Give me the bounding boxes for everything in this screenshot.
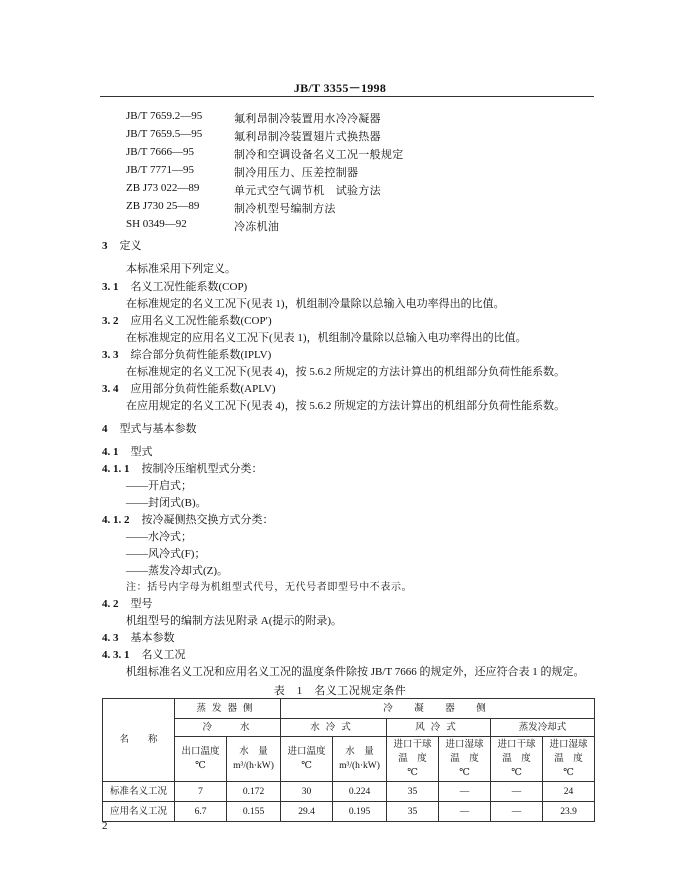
header-label: 进口干球 — [393, 740, 432, 750]
header-label: 水 量 — [345, 747, 374, 757]
header-unit: m³/(h·kW) — [233, 761, 274, 771]
column-header — [333, 737, 387, 782]
section-number: 3. 4 — [102, 383, 119, 395]
header-label: 水 量 — [239, 747, 268, 757]
water-cooled-header: 水冷式 — [281, 719, 387, 737]
air-cooled-header: 风冷式 — [387, 719, 491, 737]
section-title: 定义 — [119, 240, 142, 252]
section-number: 4 — [102, 423, 108, 435]
section-title: 名义工况性能系数(COP) — [130, 281, 248, 293]
header-label: 进口温度 — [287, 747, 326, 757]
list-item: ——水冷式； — [126, 531, 192, 543]
section-title: 型号 — [130, 598, 153, 610]
column-header — [387, 737, 439, 782]
paragraph: 本标准采用下列定义。 — [126, 263, 236, 275]
header-label: 进口湿球 — [445, 740, 484, 750]
section-heading-4-1-2 — [102, 513, 274, 527]
column-header — [175, 737, 227, 782]
standard-title: 制冷机型号编制方法 — [234, 203, 336, 215]
paragraph: 机组型号的编制方法见附录 A(提示的附录)。 — [126, 615, 343, 627]
paragraph: 在标准规定的名义工况下(见表 4)，按 5.6.2 所规定的方法计算出的机组部分负荷性能系数。 — [126, 366, 566, 378]
section-number: 3. 1 — [102, 281, 119, 293]
table-cell: 0.224 — [333, 782, 387, 802]
section-number: 3. 2 — [102, 315, 119, 327]
section-title: 综合部分负荷性能系数(IPLV) — [130, 349, 272, 361]
section-heading-4-3 — [102, 631, 175, 645]
header-unit: ℃ — [563, 768, 574, 778]
table-header-row — [103, 737, 595, 782]
section-heading-4-1-1 — [102, 462, 263, 476]
paragraph: 在应用规定的名义工况下(见表 4)，按 5.6.2 所规定的方法计算出的机组部分负荷性能系数。 — [126, 400, 566, 412]
table-cell: 6.7 — [175, 802, 227, 822]
header-label: 温 度 — [554, 754, 583, 764]
table-cell: 35 — [387, 782, 439, 802]
section-title: 按冷凝侧热交换方式分类： — [141, 514, 274, 526]
standard-code: JB/T 7771—95 — [126, 164, 194, 176]
standard-code: JB/T 7659.5—95 — [126, 128, 203, 140]
header-label: 出口温度 — [181, 747, 220, 757]
standard-title: 冷冻机油 — [234, 221, 280, 233]
header-label: 温 度 — [450, 754, 479, 764]
standard-code: JB/T 7666—95 — [126, 146, 194, 158]
header-unit: ℃ — [511, 768, 522, 778]
section-number: 4. 1. 1 — [102, 463, 130, 475]
chilled-water-header: 冷 水 — [175, 719, 281, 737]
note: 注：括号内字母为机组型式代号，无代号者即型号中不表示。 — [126, 582, 413, 593]
header-divider — [100, 96, 594, 97]
document-header: JB/T 3355－1998 — [293, 81, 387, 95]
row-name: 标准名义工况 — [103, 782, 175, 802]
table-cell: 24 — [543, 782, 595, 802]
section-number: 4. 3. 1 — [102, 649, 130, 661]
list-item: ——封闭式(B)。 — [126, 497, 207, 509]
column-header — [543, 737, 595, 782]
table-row — [103, 802, 595, 822]
table-cell: — — [491, 782, 543, 802]
table-cell: 0.172 — [227, 782, 281, 802]
section-title: 基本参数 — [130, 632, 175, 644]
table-cell: 0.155 — [227, 802, 281, 822]
section-title: 名义工况 — [141, 649, 186, 661]
table-cell: 30 — [281, 782, 333, 802]
section-title: 应用名义工况性能系数(COP′) — [130, 315, 272, 327]
section-number: 3. 3 — [102, 349, 119, 361]
section-heading-3-4 — [102, 382, 276, 396]
evap-cooled-header: 蒸发冷却式 — [491, 719, 595, 737]
standard-title: 制冷用压力、压差控制器 — [234, 167, 359, 179]
table-cell: 29.4 — [281, 802, 333, 822]
table-cell: 35 — [387, 802, 439, 822]
section-number: 3 — [102, 240, 108, 252]
standard-title: 单元式空气调节机 试验方法 — [234, 185, 381, 197]
section-title: 应用部分负荷性能系数(APLV) — [130, 383, 276, 395]
section-heading-4-3-1 — [102, 648, 186, 662]
header-unit: ℃ — [459, 768, 470, 778]
section-heading-3-2 — [102, 314, 272, 328]
header-label: 进口湿球 — [549, 740, 588, 750]
standard-code: ZB J730 25—89 — [126, 200, 200, 212]
condenser-side-header: 冷 凝 器 侧 — [281, 699, 595, 719]
section-number: 4. 2 — [102, 598, 119, 610]
table-header-row — [103, 719, 595, 737]
header-label: 温 度 — [502, 754, 531, 764]
list-item: ——蒸发冷却式(Z)。 — [126, 565, 229, 577]
column-header — [439, 737, 491, 782]
header-unit: ℃ — [301, 761, 312, 771]
table-cell: — — [491, 802, 543, 822]
table-row — [103, 782, 595, 802]
section-title: 型式 — [130, 446, 153, 458]
column-header — [227, 737, 281, 782]
standard-title: 氟利昂制冷装置用水冷冷凝器 — [234, 113, 381, 125]
section-number: 4. 1. 2 — [102, 514, 130, 526]
page-number: 2 — [102, 820, 108, 832]
standard-code: ZB J73 022—89 — [126, 182, 200, 194]
section-number: 4. 3 — [102, 632, 119, 644]
name-header: 名 称 — [103, 699, 175, 782]
standard-code: SH 0349—92 — [126, 218, 187, 230]
section-title: 型式与基本参数 — [119, 423, 197, 435]
section-heading-4-1 — [102, 445, 153, 459]
table-cell: — — [439, 802, 491, 822]
row-name: 应用名义工况 — [103, 802, 175, 822]
list-item: ——开启式； — [126, 480, 192, 492]
header-unit: ℃ — [407, 768, 418, 778]
section-heading-3 — [102, 239, 142, 253]
table-header-row — [103, 699, 595, 719]
table-cell: 0.195 — [333, 802, 387, 822]
section-number: 4. 1 — [102, 446, 119, 458]
conditions-table — [102, 698, 595, 822]
paragraph: 在标准规定的名义工况下(见表 1)，机组制冷量除以总输入电功率得出的比值。 — [126, 298, 505, 310]
table-cell: — — [439, 782, 491, 802]
standard-title: 制冷和空调设备名义工况一般规定 — [234, 149, 404, 161]
column-header — [281, 737, 333, 782]
standard-code: JB/T 7659.2—95 — [126, 110, 203, 122]
section-heading-4-2 — [102, 597, 153, 611]
header-unit: ℃ — [195, 761, 206, 771]
table-caption: 表 1 名义工况规定条件 — [273, 685, 407, 697]
evaporator-side-header: 蒸发器侧 — [175, 699, 281, 719]
header-label: 进口干球 — [497, 740, 536, 750]
header-unit: m³/(h·kW) — [339, 761, 380, 771]
header-label: 温 度 — [398, 754, 427, 764]
table-cell: 7 — [175, 782, 227, 802]
section-title: 按制冷压缩机型式分类： — [141, 463, 263, 475]
section-heading-3-3 — [102, 348, 271, 362]
column-header — [491, 737, 543, 782]
standard-title: 氟利昂制冷装置翅片式换热器 — [234, 131, 381, 143]
paragraph: 机组标准名义工况和应用名义工况的温度条件除按 JB/T 7666 的规定外，还应符合表 1 的规定。 — [126, 666, 585, 678]
table-cell: 23.9 — [543, 802, 595, 822]
section-heading-4 — [102, 422, 197, 436]
paragraph: 在标准规定的应用名义工况下(见表 1)，机组制冷量除以总输入电功率得出的比值。 — [126, 332, 527, 344]
list-item: ——风冷式(F)； — [126, 548, 206, 560]
section-heading-3-1 — [102, 280, 247, 294]
